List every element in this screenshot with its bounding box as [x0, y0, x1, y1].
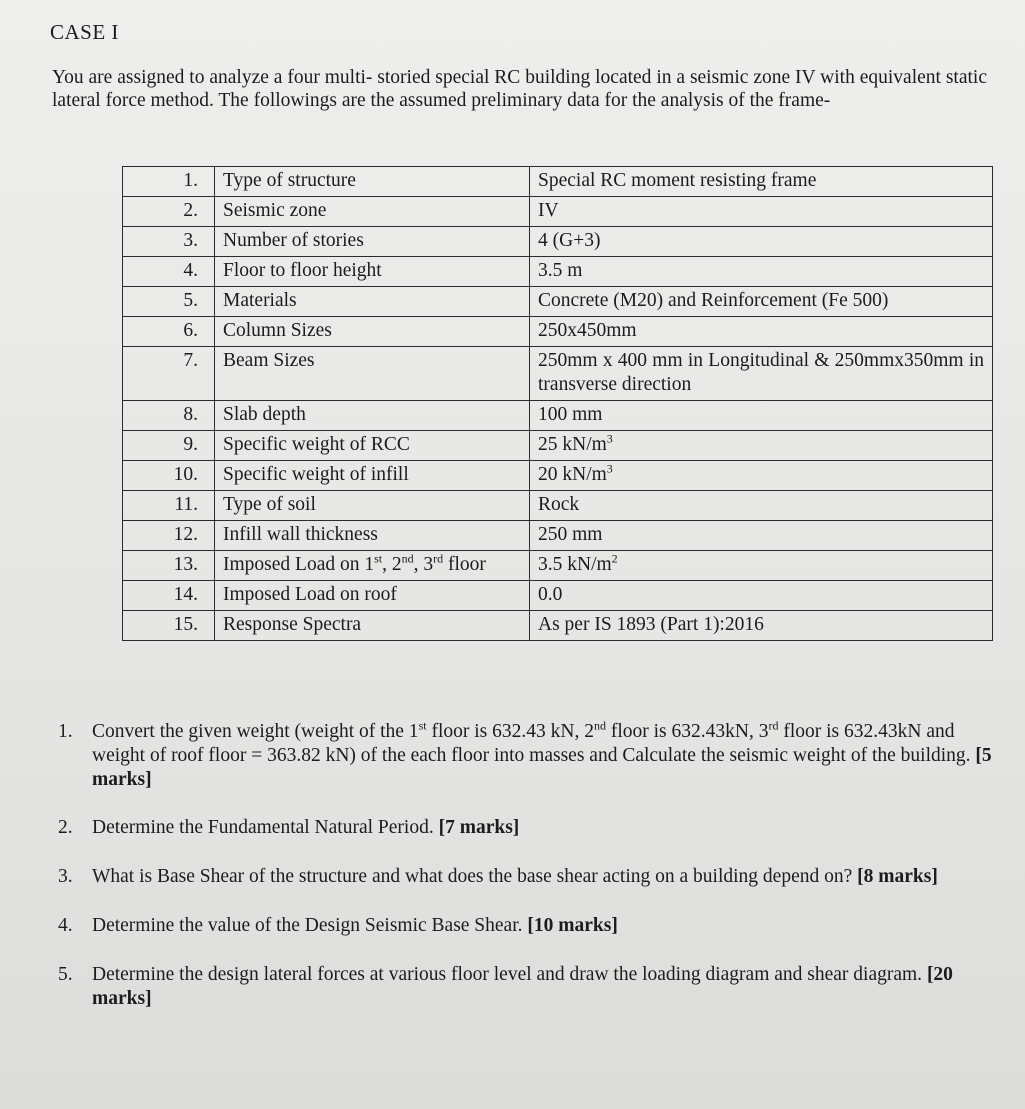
preliminary-data-table	[122, 166, 993, 641]
parameter-value: 4 (G+3)	[530, 227, 993, 257]
unit-exponent: 3	[606, 461, 613, 476]
marks-label: [8 marks]	[857, 866, 938, 887]
question-number: 2.	[58, 817, 73, 838]
row-number: 1.	[123, 167, 215, 197]
table-row	[123, 401, 993, 431]
question-text: What is Base Shear of the structure and what does the base shear acting on a building depend on?	[92, 866, 858, 887]
row-number: 5.	[123, 287, 215, 317]
ordinal-suffix: nd	[593, 718, 606, 733]
question-number: 5.	[58, 964, 73, 985]
parameter-value	[530, 551, 993, 581]
param-text: , 2	[382, 554, 402, 575]
row-number: 3.	[123, 227, 215, 257]
table-row	[123, 491, 993, 521]
question-text: floor is 632.43kN, 3	[605, 721, 769, 742]
row-number: 6.	[123, 317, 215, 347]
parameter-value: Rock	[530, 491, 993, 521]
parameter-value	[530, 431, 993, 461]
question-number: 1.	[58, 721, 73, 742]
table-row	[123, 227, 993, 257]
row-number: 13.	[123, 551, 215, 581]
table-row	[123, 551, 993, 581]
row-number: 2.	[123, 197, 215, 227]
row-number: 8.	[123, 401, 215, 431]
parameter-name: Materials	[215, 287, 530, 317]
table-row	[123, 287, 993, 317]
table-row	[123, 167, 993, 197]
value-text: 25 kN/m	[538, 434, 607, 455]
case-title: CASE I	[50, 20, 119, 44]
question-4	[52, 914, 992, 938]
parameter-name: Infill wall thickness	[215, 521, 530, 551]
ordinal-suffix: rd	[433, 551, 444, 566]
parameter-value: 250 mm	[530, 521, 993, 551]
parameter-name	[215, 551, 530, 581]
marks-label: [7 marks]	[438, 817, 520, 838]
row-number: 9.	[123, 431, 215, 461]
parameter-name: Beam Sizes	[215, 347, 530, 401]
parameter-value: Concrete (M20) and Reinforcement (Fe 500)	[530, 287, 993, 317]
table-row	[123, 581, 993, 611]
question-5	[52, 963, 992, 1011]
parameter-name: Column Sizes	[215, 317, 530, 347]
row-number: 7.	[123, 347, 215, 401]
parameter-value	[530, 461, 993, 491]
question-number: 3.	[58, 866, 73, 887]
marks-label: [10 marks]	[527, 915, 618, 936]
row-number: 14.	[123, 581, 215, 611]
parameter-name: Imposed Load on roof	[215, 581, 530, 611]
ordinal-suffix: st	[418, 718, 427, 733]
value-text: 3.5 kN/m	[538, 554, 612, 575]
row-number: 12.	[123, 521, 215, 551]
parameter-value: IV	[530, 197, 993, 227]
parameter-value: Special RC moment resisting frame	[530, 167, 993, 197]
parameter-name: Seismic zone	[215, 197, 530, 227]
question-text: Determine the value of the Design Seismic Base Shear.	[92, 915, 528, 936]
question-text: floor is 632.43 kN, 2	[426, 721, 594, 742]
ordinal-suffix: nd	[401, 551, 414, 566]
param-text: Imposed Load on 1	[223, 554, 375, 575]
question-text: Determine the design lateral forces at various floor level and draw the loading diagram and shear diagram.	[92, 964, 927, 985]
table-row	[123, 257, 993, 287]
ordinal-suffix: rd	[768, 718, 779, 733]
parameter-value: 3.5 m	[530, 257, 993, 287]
parameter-value: 250mm x 400 mm in Longitudinal & 250mmx350mm in transverse direction	[530, 347, 993, 401]
table-row	[123, 317, 993, 347]
ordinal-suffix: st	[374, 551, 383, 566]
row-number: 11.	[123, 491, 215, 521]
table-row	[123, 521, 993, 551]
row-number: 10.	[123, 461, 215, 491]
row-number: 15.	[123, 611, 215, 641]
parameter-name: Type of soil	[215, 491, 530, 521]
parameter-name: Specific weight of RCC	[215, 431, 530, 461]
question-text: floor is 632.43kN and weight of roof floor = 363.82 kN) of the each floor into masses and Calculate the seismic weight of the building.	[92, 721, 976, 766]
parameter-value: 100 mm	[530, 401, 993, 431]
question-text: Convert the given weight (weight of the 1	[92, 721, 419, 742]
parameter-name: Type of structure	[215, 167, 530, 197]
parameter-name: Floor to floor height	[215, 257, 530, 287]
parameter-value: As per IS 1893 (Part 1):2016	[530, 611, 993, 641]
question-1	[52, 720, 992, 792]
question-list	[52, 720, 992, 1011]
question-3	[52, 865, 992, 889]
parameter-value: 0.0	[530, 581, 993, 611]
param-text: , 3	[413, 554, 434, 575]
table-row	[123, 431, 993, 461]
parameter-name: Response Spectra	[215, 611, 530, 641]
marks-label: [5 marks]	[92, 745, 992, 790]
parameter-name: Slab depth	[215, 401, 530, 431]
table-row	[123, 611, 993, 641]
row-number: 4.	[123, 257, 215, 287]
marks-label: [20 marks]	[92, 964, 953, 1009]
param-text: floor	[443, 554, 486, 575]
intro-paragraph: You are assigned to analyze a four multi- storied special RC building located in a seismic zone IV with equivalent static lateral force method. The followings are the assumed preliminary data for the analysis of the frame-	[52, 67, 987, 111]
parameter-value: 250x450mm	[530, 317, 993, 347]
question-number: 4.	[58, 915, 73, 936]
question-text: Determine the Fundamental Natural Period.	[92, 817, 439, 838]
parameter-name: Number of stories	[215, 227, 530, 257]
question-2	[52, 816, 992, 840]
unit-exponent: 2	[611, 551, 618, 566]
table-row	[123, 197, 993, 227]
table-row	[123, 461, 993, 491]
value-text: 20 kN/m	[538, 464, 607, 485]
unit-exponent: 3	[606, 431, 613, 446]
table-row	[123, 347, 993, 401]
parameter-name: Specific weight of infill	[215, 461, 530, 491]
